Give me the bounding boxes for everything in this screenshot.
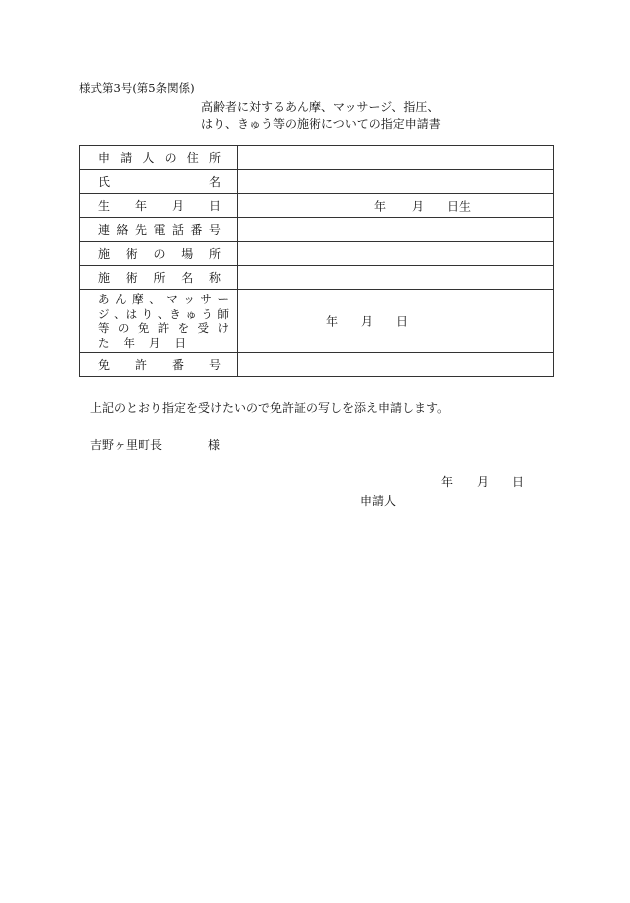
addressee-honorific: 様 [208,438,221,452]
addressee-name: 吉野ヶ里町長 [90,438,163,452]
label-char: 氏 [98,175,111,189]
label-char: 先 [134,223,147,237]
label-char: 生 [98,199,111,213]
application-table [79,145,554,377]
label-char: 称 [208,271,221,285]
label-char: 名 [208,175,221,189]
field-phone[interactable] [238,218,554,242]
field-license-date[interactable] [238,290,554,353]
label-char: 日 [208,199,221,213]
applicant-label: 申請人 [360,494,397,508]
label-char: 免 [98,358,111,372]
row-license-number [80,353,554,377]
label-char: 号 [208,358,221,372]
label-char: 所 [208,151,221,165]
row-birthdate [80,194,554,218]
label-char: 年 [134,199,147,213]
document-title-line1: 高齢者に対するあん摩、マッサージ、指圧、 [201,100,440,114]
birth-year-label: 年 [374,199,387,213]
label-char: 名 [181,271,194,285]
label-phone [80,218,238,242]
label-char: 電 [153,223,166,237]
row-facility [80,266,554,290]
label-char: 番 [190,223,203,237]
label-char: 人 [142,151,155,165]
label-char: 術 [125,247,138,261]
label-char: 場 [181,247,194,261]
row-license-date [80,290,554,353]
license-day-label: 日 [396,314,409,329]
field-birthdate[interactable] [238,194,554,218]
label-license-date [80,290,238,353]
field-facility[interactable] [238,266,554,290]
field-name[interactable] [238,170,554,194]
row-place [80,242,554,266]
row-phone [80,218,554,242]
label-char: 請 [120,151,133,165]
label-char: 絡 [116,223,129,237]
label-char: 所 [208,247,221,261]
label-char: 施 [98,247,111,261]
label-char: 許 [134,358,147,372]
label-facility [80,266,238,290]
label-char: 術 [125,271,138,285]
label-char: 申 [98,151,111,165]
birth-month-label: 月 [412,199,425,213]
label-line: 等 の 免 許 を 受 け [98,321,229,335]
form-number: 様式第3号(第5条関係) [79,81,195,95]
field-place[interactable] [238,242,554,266]
row-name [80,170,554,194]
label-char: 話 [171,223,184,237]
label-address [80,146,238,170]
label-char: 番 [171,358,184,372]
label-char: の [164,151,177,165]
label-char: 月 [171,199,184,213]
label-char: 施 [98,271,111,285]
application-statement: 上記のとおり指定を受けたいので免許証の写しを添え申請します。 [90,401,450,415]
row-address [80,146,554,170]
label-name [80,170,238,194]
signature-day-label: 日 [512,475,525,489]
license-year-label: 年 [326,314,339,329]
label-line: あ ん 摩 、 マ ッ サ ー [98,292,229,306]
document-title-line2: はり、きゅう等の施術についての指定申請書 [201,117,441,131]
birth-day-label: 日生 [447,199,472,213]
field-address[interactable] [238,146,554,170]
label-place [80,242,238,266]
label-char: の [153,247,166,261]
label-line: た 年 月 日 [98,335,186,350]
signature-year-label: 年 [441,475,454,489]
label-line: ジ 、は り 、き ゅ う 師 [98,306,229,321]
signature-month-label: 月 [477,475,490,489]
label-char: 号 [208,223,221,237]
label-char: 住 [186,151,199,165]
label-char: 連 [98,223,111,237]
label-char: 所 [153,271,166,285]
field-license-number[interactable] [238,353,554,377]
label-license-number [80,353,238,377]
license-month-label: 月 [361,314,374,329]
label-birthdate [80,194,238,218]
